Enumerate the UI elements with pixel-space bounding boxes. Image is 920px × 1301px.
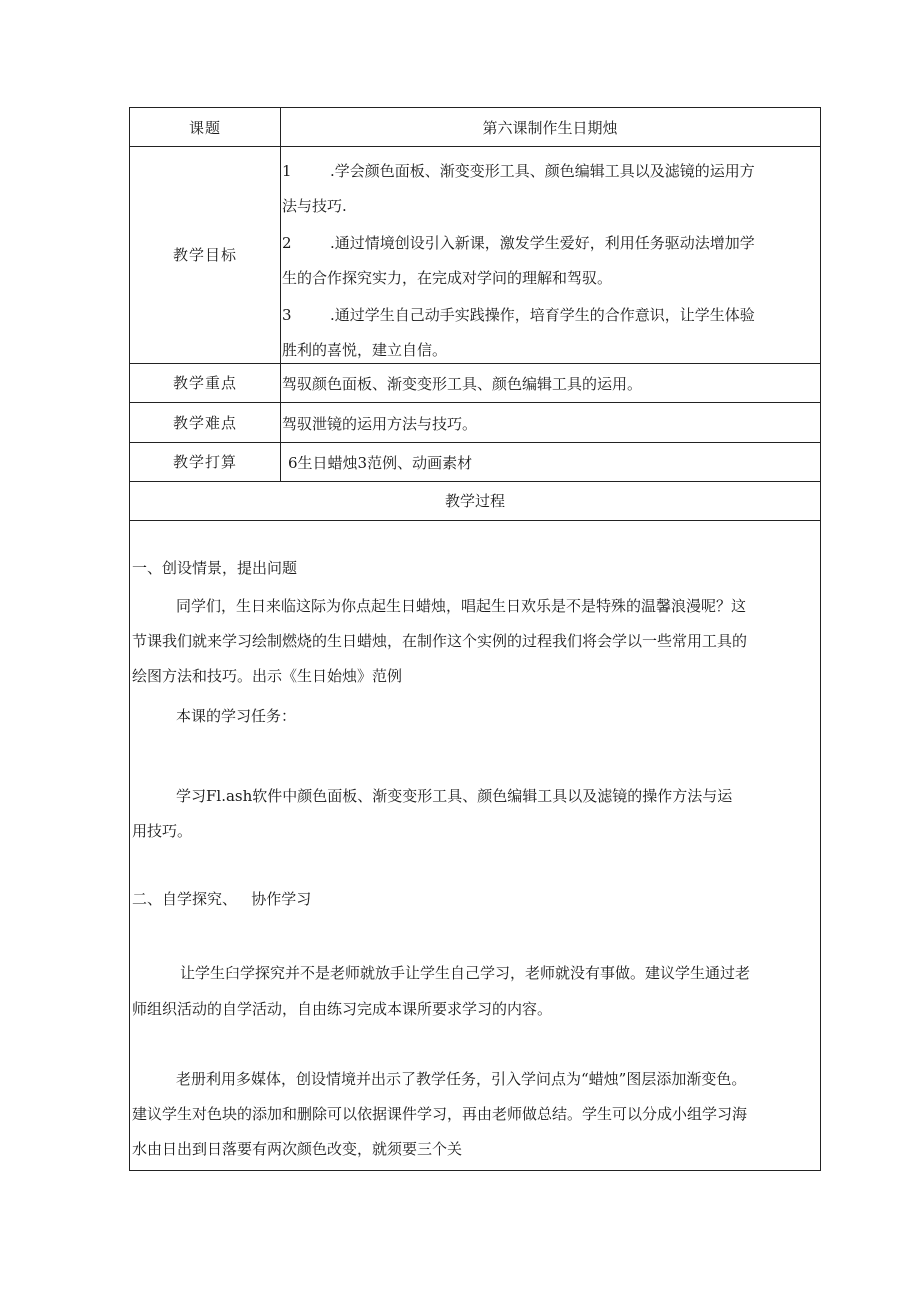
objective-text: .通过学生自己动手实践操作，培育学生的合作意识，让学生体验 (330, 306, 755, 324)
objective-number: 1 (282, 162, 292, 180)
objective-text-cont: 胜利的喜悦，建立自信。 (282, 341, 448, 359)
section-title: 一、创设情景，提出问题 (132, 559, 298, 577)
objective-text: .通过情境创设引入新课，激发学生爱好，利用任务驱动法增加学 (330, 234, 755, 252)
task-title: 本课的学习任务： (176, 707, 297, 725)
key-points-value: 驾驭颜色面板、渐变变形工具、颜色编辑工具的运用。 (282, 375, 643, 393)
paragraph-line: 同学们，生日来临这际为你点起生日蜡烛，唱起生日欢乐是不是特殊的温馨浪漫呢？这 (176, 597, 747, 615)
preparation-label: 教学打算 (172, 453, 237, 471)
paragraph-line: 绘图方法和技巧。出示《生日始烛》范例 (132, 667, 403, 685)
paragraph-line: 建议学生对色块的添加和删除可以依据课件学习，再由老师做总结。学生可以分成小组学习海 (132, 1105, 748, 1123)
paragraph-line: 学习Fl.ash软件中颜色面板、渐变变形工具、颜色编辑工具以及滤镜的操作方法与运 (176, 787, 733, 805)
objectives-label: 教学目标 (172, 246, 237, 264)
row-divider (130, 520, 820, 521)
objective-number: 3 (282, 306, 292, 324)
lesson-plan-table (129, 107, 821, 1171)
key-points-label: 教学重点 (172, 374, 237, 392)
paragraph-line: 节课我们就来学习绘制燃烧的生日蜡烛，在制作这个实例的过程我们将会学以一些常用工具的 (132, 632, 748, 650)
section-title: 二、自学探究、 协作学习 (132, 890, 312, 908)
objective-text-cont: 法与技巧. (282, 197, 347, 215)
topic-label: 课题 (188, 118, 221, 137)
objective-text-cont: 生的合作探究实力，在完成对学问的理解和驾驭。 (282, 269, 613, 287)
paragraph-line: 老册利用多媒体，创设情境并出示了教学任务，引入学问点为“蜡烛”图层添加渐变色。 (176, 1070, 747, 1088)
objective-number: 2 (282, 234, 292, 252)
objectives-list (280, 146, 820, 363)
topic-value: 第六课制作生日期烛 (482, 118, 618, 137)
paragraph-line: 用技巧。 (132, 822, 193, 840)
objective-text: .学会颜色面板、渐变变形工具、颜色编辑工具以及滤镜的运用方 (330, 162, 755, 180)
process-header: 教学过程 (444, 492, 505, 510)
preparation-value: 6生日蜡烛3范例、动画素材 (288, 454, 473, 472)
paragraph-line: 水由日出到日落要有两次颜色改变，就须要三个关 (132, 1140, 463, 1158)
paragraph-line: 师组织活动的自学活动，自由练习完成本课所要求学习的内容。 (132, 1000, 553, 1018)
paragraph-line: 让学生臼学探究并不是老师就放手让学生自己学习，老师就没有事做。建议学生通过老 (180, 964, 751, 982)
difficulties-label: 教学难点 (172, 413, 237, 432)
difficulties-value: 驾驭泄镜的运用方法与技巧。 (282, 415, 478, 433)
